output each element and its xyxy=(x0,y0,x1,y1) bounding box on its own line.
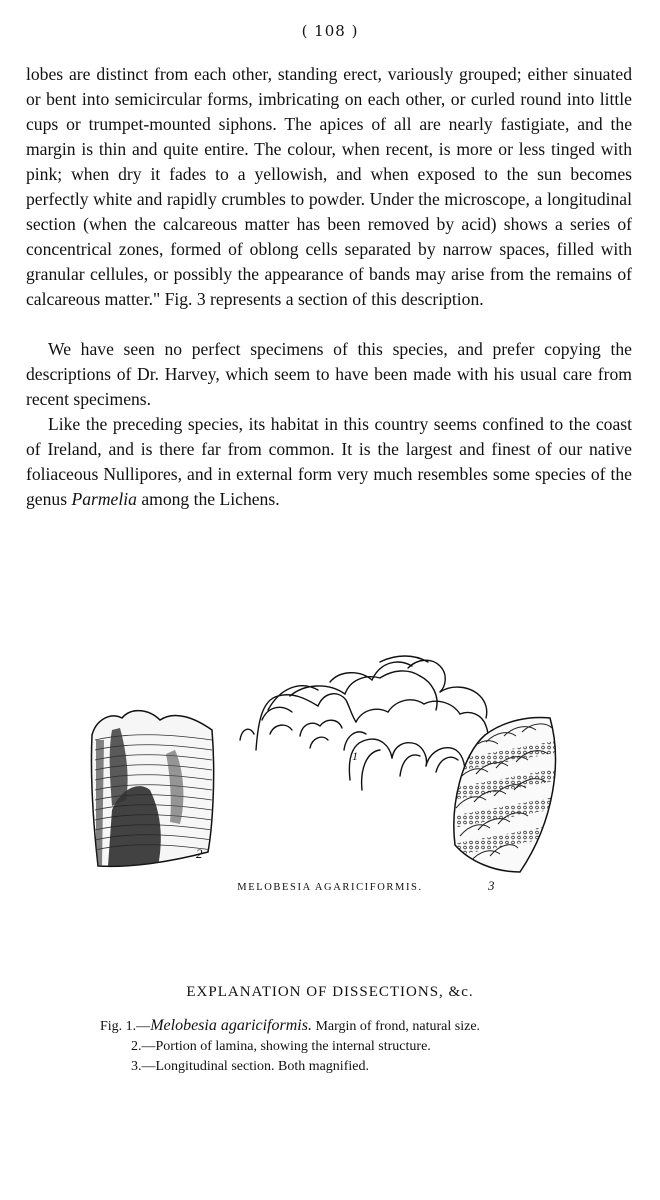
explanation-item-fig2 xyxy=(100,1037,600,1057)
figure-3-section xyxy=(452,718,560,893)
figure-2-number: 2 xyxy=(196,846,203,861)
fig1-text: Margin of frond, natural size. xyxy=(311,1019,481,1034)
fig2-label: 2.— xyxy=(131,1039,156,1054)
fig1-label: Fig. 1.— xyxy=(100,1019,151,1034)
paragraph-habitat xyxy=(26,412,632,512)
body-text xyxy=(26,62,632,512)
explanation-item-fig3 xyxy=(100,1057,600,1077)
fig3-label: 3.— xyxy=(131,1059,156,1074)
plate-illustration xyxy=(0,640,660,900)
explanation-item-fig1 xyxy=(100,1016,600,1037)
explanation-list xyxy=(100,1016,600,1077)
figure-2-lamina xyxy=(91,711,213,867)
explanation-heading: EXPLANATION OF DISSECTIONS, &c. xyxy=(186,984,474,1000)
fig3-text: Longitudinal section. Both magnified. xyxy=(155,1059,369,1074)
page-number: ( 108 ) xyxy=(301,22,359,40)
species-name: Melobesia agariciformis. xyxy=(150,1017,312,1034)
paragraph-habitat-end: among the Lichens. xyxy=(136,489,280,509)
figure-3-number: 3 xyxy=(488,878,495,893)
genus-name: Parmelia xyxy=(71,489,137,509)
plate-caption: MELOBESIA AGARICIFORMIS. xyxy=(237,882,423,893)
paragraph-specimens: We have seen no perfect specimens of this species, and prefer copying the descriptions of Dr. Harvey, which seem to have been made with his usual care from recent specimens. xyxy=(26,339,632,409)
fig2-text: Portion of lamina, showing the internal structure. xyxy=(155,1039,431,1054)
engraving-plate xyxy=(0,640,660,900)
paragraph-continued: lobes are distinct from each other, standing erect, variously grouped; either sinuated or bent into semicircular forms, imbricating on each other, or curled round into little cups or trumpet-mounted siphons. The apices of all are nearly fastigiate, and the margin is thin and quite entire. The colour, when recent, is more or less tinged with pink; when dry it fades to a yellowish, and when exposed to the sun becomes perfectly white and rapidly crumbles to powder. Under the microscope, a longitudinal section (when the calcareous matter has been removed by acid) shows a series of concentrical zones, formed of oblong cells separated by narrow spaces, filled with granular cellules, or possibly the appearance of bands may arise from the remains of calcareous matter." Fig. 3 represents a section of this description. xyxy=(26,64,632,309)
figure-1-frond xyxy=(240,656,488,790)
figure-1-number: 1 xyxy=(352,749,358,763)
paragraph-habitat-text: Like the preceding species, its habitat in this country seems confined to the coast of Ireland, and is there far from common. It is the largest and finest of our native foliaceous Nullipores, and in external form very much resembles some species of the genus xyxy=(26,414,632,509)
